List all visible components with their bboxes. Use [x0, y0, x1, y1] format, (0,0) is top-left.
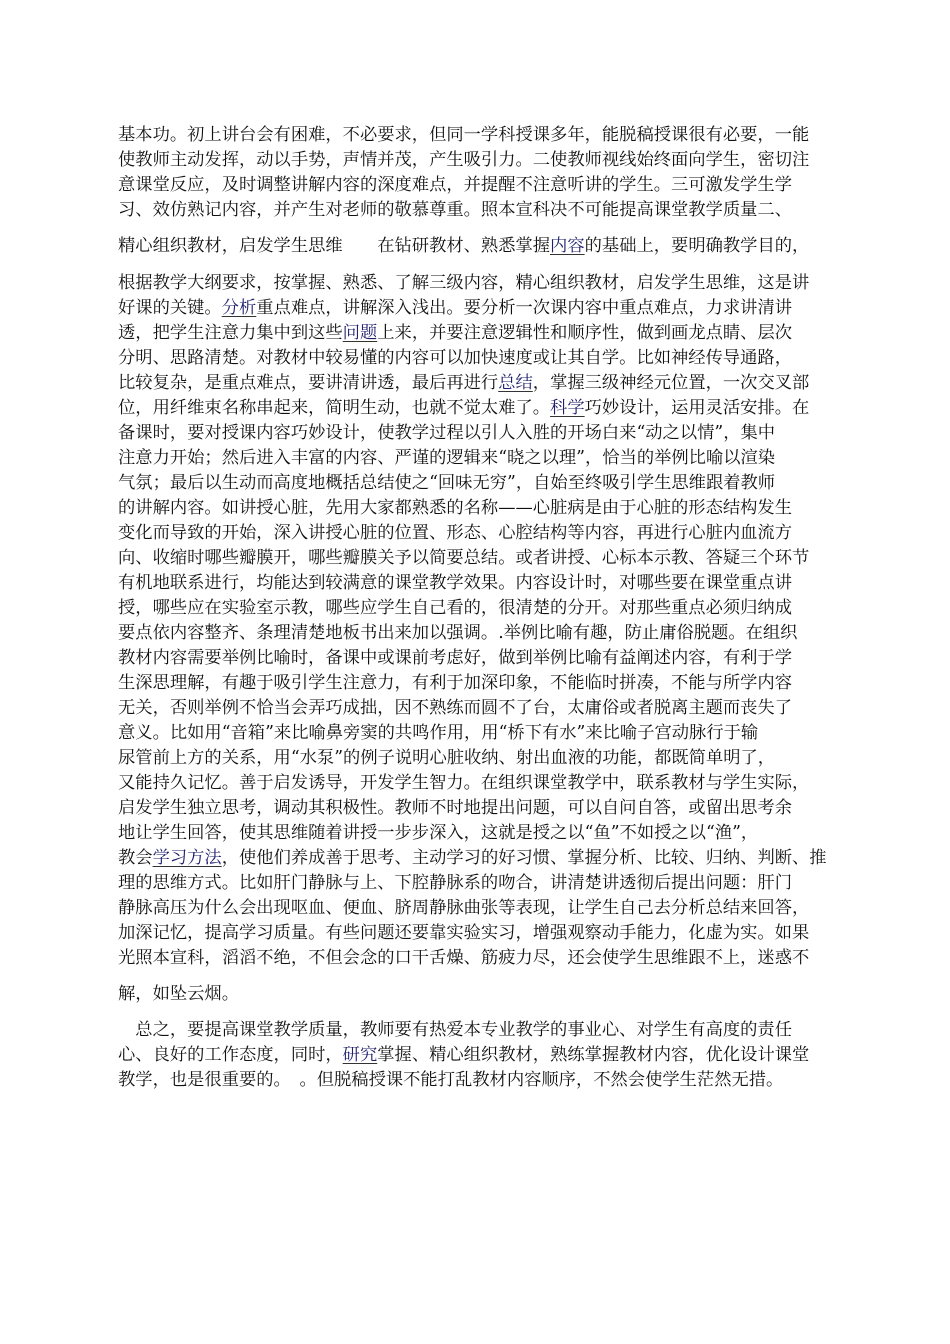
text-line — [118, 296, 860, 320]
text-run: 比较复杂，是重点难点，要讲清讲透，最后再进行 — [118, 373, 499, 393]
text-run: 无关，否则举例不恰当会弄巧成拙，因不熟练而圆不了台，太庸俗或者脱离主题而丧失了 — [118, 698, 792, 718]
text-line — [118, 471, 860, 495]
text-run: 尿管前上方的关系，用“水泵”的例子说明心脏收纳、射出血液的功能，都既简单明了， — [118, 748, 776, 768]
text-run: 备课时，要对授课内容巧妙设计，使教学过程以引人入胜的开场白来“动之以情”，集中 — [118, 423, 776, 443]
text-run: 注意力开始；然后进入丰富的内容、严谨的逻辑来“晓之以理”，恰当的举例比喻以渲染 — [118, 448, 776, 468]
text-run: 基本功。初上讲台会有困难，不必要求，但同一学科授课多年，能脱稿授课很有必要，一能 — [118, 125, 810, 145]
text-run: 的讲解内容。如讲授心脏，先用大家都熟悉的名称——心脏病是由于心脏的形态结构发生 — [118, 498, 792, 518]
text-run: 心、良好的工作态度，同时， — [118, 1045, 343, 1065]
text-run: 重点难点，讲解深入浅出。要分析一次课内容中重点难点，力求讲清讲 — [256, 298, 793, 318]
text-line — [118, 396, 860, 420]
text-line — [118, 546, 860, 570]
text-run: 气氛；最后以生动而高度地概括总结使之“回味无穷”，自始至终吸引学生思维跟着教师 — [118, 473, 776, 493]
text-line — [118, 821, 860, 845]
text-line — [118, 271, 860, 295]
text-run: 光照本宣科，滔滔不绝，不但会念的口干舌燥、筋疲力尽，还会使学生思维跟不上，迷惑不 — [118, 948, 810, 968]
text-line — [118, 421, 860, 445]
text-run: 地让学生回答，使其思维随着讲授一步步深入，这就是授之以“鱼”不如授之以“渔”， — [118, 823, 759, 843]
text-run: 变化而导致的开始，深入讲授心脏的位置、形态、心腔结构等内容，再进行心脏内血流方 — [118, 523, 792, 543]
text-run: 上来，并要注意逻辑性和顺序性，做到画龙点睛、层次 — [377, 323, 793, 343]
text-run: ，掌握三级神经元位置，一次交叉部 — [532, 373, 810, 393]
text-line — [118, 496, 860, 520]
text-line — [118, 123, 860, 147]
text-run: 根据教学大纲要求，按掌握、熟悉、了解三级内容，精心组织教材，启发学生思维，这是讲 — [118, 273, 810, 293]
text-run: 掌握、精心组织教材，熟练掌握教材内容，优化设计课堂 — [377, 1045, 810, 1065]
text-line — [118, 1018, 860, 1042]
text-line — [118, 371, 860, 395]
text-line — [118, 721, 860, 745]
text-run: 生深思理解，有趣于吸引学生注意力，有利于加深印象，不能临时拼凑，不能与所学内容 — [118, 673, 792, 693]
text-line — [118, 846, 860, 870]
text-line — [118, 921, 860, 945]
text-run: 精心组织教材，启发学生思维 在钻研教材、熟悉掌握 — [118, 236, 551, 256]
hyperlink[interactable]: 科学 — [550, 398, 585, 418]
text-run: 好课的关键。 — [118, 298, 222, 318]
text-run: 透，把学生注意力集中到这些 — [118, 323, 343, 343]
text-line — [118, 696, 860, 720]
text-line — [118, 871, 860, 895]
text-run: 使教师主动发挥，动以手势，声情并茂，产生吸引力。二使教师视线始终面向学生，密切注 — [118, 150, 810, 170]
text-line — [118, 796, 860, 820]
hyperlink[interactable]: 内容 — [550, 236, 585, 256]
text-line — [118, 446, 860, 470]
text-line — [118, 621, 860, 645]
text-run: 总之，要提高课堂教学质量，教师要有热爱本专业教学的事业心、对学生有高度的责任 — [118, 1020, 792, 1040]
text-line — [118, 346, 860, 370]
text-line — [118, 1043, 860, 1067]
text-line — [118, 982, 860, 1006]
text-run: 意课堂反应，及时调整讲解内容的深度难点，并提醒不注意听讲的学生。三可激发学生学 — [118, 175, 792, 195]
text-line — [118, 896, 860, 920]
text-line — [118, 646, 860, 670]
hyperlink[interactable]: 分析 — [221, 298, 257, 318]
text-line — [118, 234, 860, 258]
text-line — [118, 596, 860, 620]
text-line — [118, 946, 860, 970]
text-run: 意义。比如用“音箱”来比喻鼻旁窦的共鸣作用，用“桥下有水”来比喻子宫动脉行于输 — [118, 723, 759, 743]
hyperlink[interactable]: 学习方法 — [152, 848, 222, 868]
text-line — [118, 746, 860, 770]
text-run: 理的思维方式。比如肝门静脉与上、下腔静脉系的吻合，讲清楚讲透彻后提出问题：肝门 — [118, 873, 792, 893]
text-run: 习、效仿熟记内容，并产生对老师的敬慕尊重。照本宣科决不可能提高课堂教学质量二、 — [118, 200, 792, 220]
text-run: 教材内容需要举例比喻时，备课中或课前考虑好，做到举例比喻有益阐述内容，有利于学 — [118, 648, 792, 668]
text-run: 有机地联系进行，均能达到较满意的课堂教学效果。内容设计时，对哪些要在课堂重点讲 — [118, 573, 792, 593]
text-line — [118, 148, 860, 172]
text-line — [118, 571, 860, 595]
text-line — [118, 1068, 860, 1092]
text-run: 的基础上，要明确教学目的， — [584, 236, 810, 256]
text-run: 加深记忆，提高学习质量。有些问题还要靠实验实习，增强观察动手能力，化虚为实。如果 — [118, 923, 810, 943]
text-line — [118, 198, 860, 222]
text-run: ，使他们养成善于思考、主动学习的好习惯、掌握分析、比较、归纳、判断、推 — [221, 848, 827, 868]
hyperlink[interactable]: 研究 — [342, 1045, 378, 1065]
text-run: 巧妙设计，运用灵活安排。在 — [584, 398, 810, 418]
text-run: 又能持久记忆。善于启发诱导，开发学生智力。在组织课堂教学中，联系教材与学生实际， — [118, 773, 810, 793]
text-run: 要点依内容整齐、条理清楚地板书出来加以强调。.举例比喻有趣，防止庸俗脱题。在组织 — [118, 623, 798, 643]
hyperlink[interactable]: 问题 — [342, 323, 378, 343]
hyperlink[interactable]: 总结 — [498, 373, 533, 393]
text-line — [118, 671, 860, 695]
text-run: 解，如坠云烟。 — [118, 984, 239, 1004]
text-run: 教学，也是很重要的。 。但脱稿授课不能打乱教材内容顺序，不然会使学生茫然无措。 — [118, 1070, 784, 1090]
text-run: 启发学生独立思考，调动其积极性。教师不时地提出问题，可以自问自答，或留出思考余 — [118, 798, 792, 818]
text-line — [118, 521, 860, 545]
text-run: 分明、思路清楚。对教材中较易懂的内容可以加快速度或让其自学。比如神经传导通路， — [118, 348, 792, 368]
text-run: 授，哪些应在实验室示教，哪些应学生自己看的，很清楚的分开。对那些重点必须归纳成 — [118, 598, 792, 618]
text-run: 向、收缩时哪些瓣膜开，哪些瓣膜关予以简要总结。或者讲授、心标本示教、答疑三个环节 — [118, 548, 810, 568]
text-line — [118, 173, 860, 197]
text-run: 静脉高压为什么会出现呕血、便血、脐周静脉曲张等表现，让学生自己去分析总结来回答， — [118, 898, 810, 918]
text-run: 位，用纤维束名称串起来，简明生动，也就不觉太难了。 — [118, 398, 551, 418]
text-run: 教会 — [118, 848, 153, 868]
text-line — [118, 321, 860, 345]
text-line — [118, 771, 860, 795]
